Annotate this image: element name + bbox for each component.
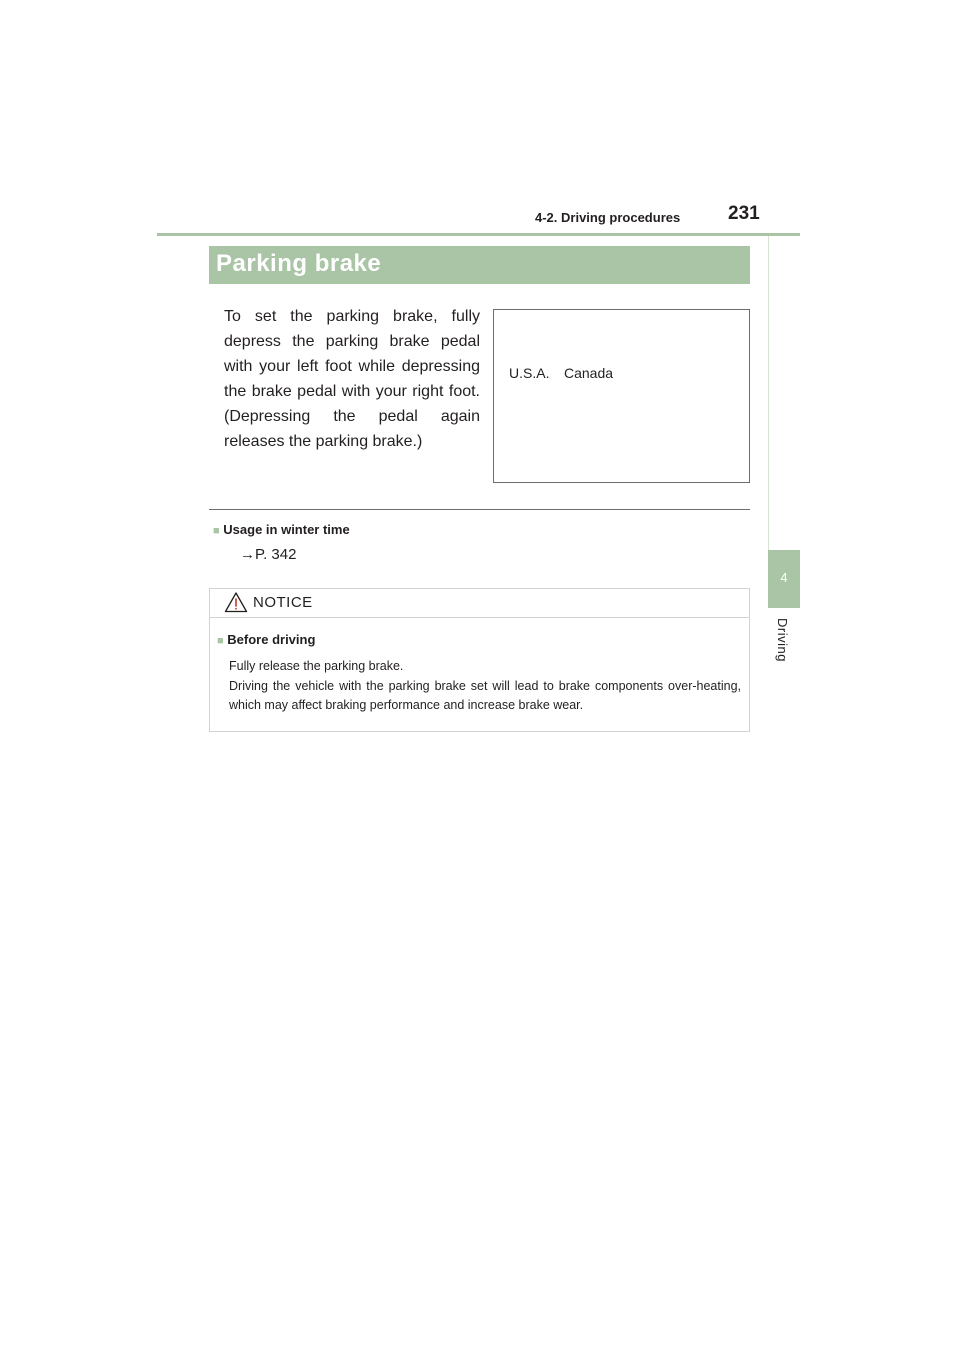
notice-label: NOTICE <box>253 594 313 611</box>
side-margin-line <box>768 236 800 550</box>
notice-header-rule <box>210 617 749 618</box>
section-title: 4-2. Driving procedures <box>535 210 681 225</box>
usage-title: Usage in winter time <box>223 522 350 537</box>
notice-subtitle: Before driving <box>227 632 316 647</box>
body-paragraph: To set the parking brake, fully depress the parking brake pedal with your left foot while depressing the brake pedal with your right foot. (Depressing the pedal again releases the parking brake.) <box>224 308 480 450</box>
chapter-tab-number: 4 <box>780 570 788 585</box>
notice-line-1: Fully release the parking brake. <box>229 659 404 673</box>
page-title: Parking brake <box>216 250 382 277</box>
figure-box <box>493 309 750 483</box>
warning-triangle-icon <box>224 591 248 613</box>
figure-label-canada: Canada <box>564 365 614 381</box>
notice-line-2: Driving the vehicle with the parking brake set will lead to brake components over-heating, which may affect braking performance and increase brake wear. <box>229 678 741 712</box>
notice-subheading <box>217 632 315 647</box>
page-number: 231 <box>728 203 760 224</box>
figure-label-usa: U.S.A. <box>509 365 550 381</box>
chapter-tab-label: Driving <box>775 618 790 662</box>
usage-page-reference: →P. 342 <box>240 546 297 563</box>
notice-bullet-icon: ■ <box>217 635 224 647</box>
section-divider <box>209 509 750 510</box>
notice-body <box>229 657 741 716</box>
usage-heading <box>213 522 350 537</box>
header-rule <box>157 233 800 236</box>
usage-bullet-icon: ■ <box>213 525 220 537</box>
